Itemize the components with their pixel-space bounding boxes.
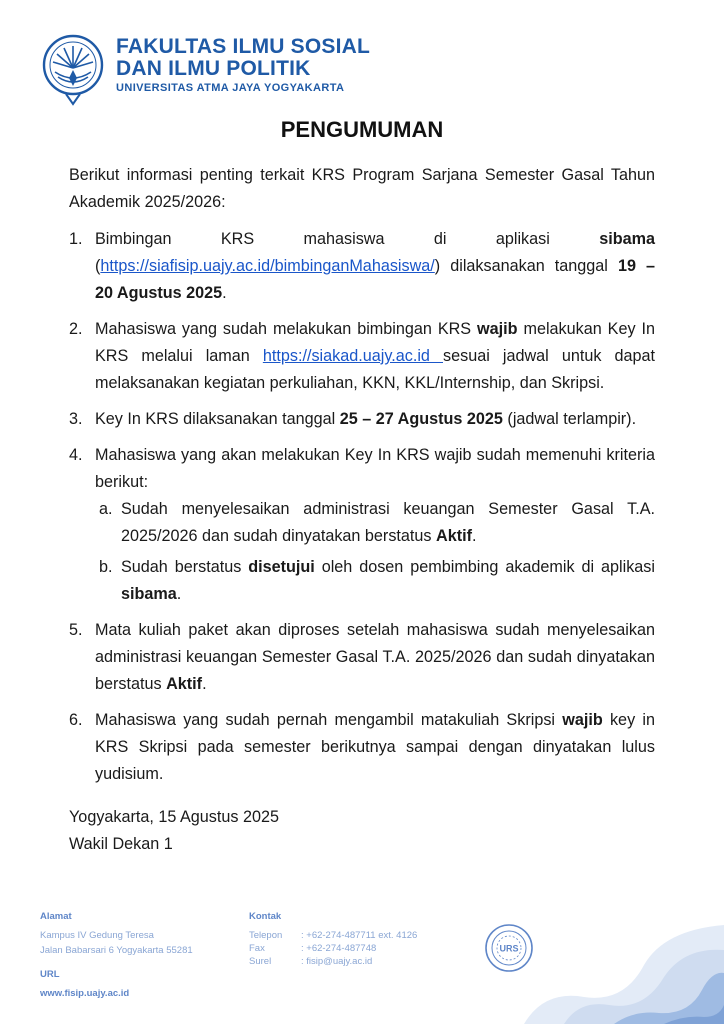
item-text: . [176,585,182,603]
emphasis-bold: wajib [477,320,518,338]
list-item-1 [69,226,655,307]
signature-block [69,804,655,858]
list-item-4 [69,442,655,608]
announcement-body [69,162,655,858]
list-item-6 [69,707,655,788]
list-number: 5. [69,621,83,639]
wave-decoration-icon [524,905,724,1024]
announcement-list [69,226,655,788]
item-text: . [202,675,207,693]
list-number: 1. [69,230,83,248]
page-title: PENGUMUMAN [280,117,444,142]
status-bold: disetujui [248,558,315,576]
faculty-line-2: DAN ILMU POLITIK [116,57,311,80]
footer [0,905,724,1024]
svg-text:URS: URS [499,943,519,954]
address-label: Alamat [40,911,72,922]
item-text: (jadwal terlampir). [502,410,637,428]
app-name-bold: sibama [599,230,655,248]
faculty-name [116,36,370,96]
signatory-role: Wakil Dekan 1 [69,835,173,853]
item-text: Mata kuliah paket akan diproses setelah mahasiswa sudah menyelesaikan administrasi keuangan Semester Gasal T.A. 2025/2026 dan sudah dinyatakan berstatus [95,621,655,693]
sub-number: b. [99,558,113,576]
place-date: Yogyakarta, 15 Agustus 2025 [69,808,280,826]
contact-key: Surel [249,956,272,967]
item-text: ) dilaksanakan tanggal [434,257,618,275]
siakad-link[interactable]: https://siakad.uajy.ac.id [262,347,443,365]
list-item-5 [69,617,655,698]
address-line-2: Jalan Babarsari 6 Yogyakarta 55281 [40,945,193,956]
emphasis-bold: wajib [562,711,603,729]
item-text: ( [95,257,101,275]
item-text: Sudah berstatus [121,558,249,576]
contact-row-email [249,955,417,968]
item-text: Mahasiswa yang akan melakukan Key In KRS wajib sudah memenuhi kriteria berikut: [95,446,655,491]
list-item-3 [69,406,655,433]
contact-value[interactable]: : fisip@uajy.ac.id [301,956,373,967]
item-text: Mahasiswa yang sudah melakukan bimbingan KRS [95,320,478,338]
contact-value: : +62-274-487748 [301,943,377,954]
date-bold: 19 – 20 Agustus 2025 [95,257,655,302]
intro-paragraph: Berikut informasi penting terkait KRS Program Sarjana Semester Gasal Tahun Akademik 2025/2026: [69,166,655,211]
item-text: Sudah menyelesaikan administrasi keuangan Semester Gasal T.A. 2025/2026 dan sudah dinyatakan berstatus [121,500,655,545]
contact-label: Kontak [249,911,282,922]
list-number: 6. [69,711,83,729]
university-name: UNIVERSITAS ATMA JAYA YOGYAKARTA [116,82,345,94]
criteria-item-a [95,496,655,550]
list-number: 4. [69,446,83,464]
contact-key: Telepon [249,930,283,941]
item-text: . [472,527,477,545]
contact-value: : +62-274-487711 ext. 4126 [301,930,418,941]
address-line-1: Kampus IV Gedung Teresa [40,930,154,941]
status-bold: Aktif [166,675,203,693]
contact-key: Fax [249,943,265,954]
date-bold: 25 – 27 Agustus 2025 [339,410,503,428]
website-link[interactable]: www.fisip.uajy.ac.id [40,988,130,999]
faculty-line-1: FAKULTAS ILMU SOSIAL [116,35,371,58]
criteria-list [95,496,655,608]
app-name-bold: sibama [121,585,177,603]
item-text: Bimbingan KRS mahasiswa di aplikasi [95,230,600,248]
sub-number: a. [99,500,113,518]
contact-row-phone [249,929,417,942]
criteria-item-b [95,554,655,608]
list-number: 3. [69,410,83,428]
item-text: Key In KRS dilaksanakan tanggal [95,410,340,428]
contact-row-fax [249,942,417,955]
status-bold: Aktif [436,527,472,545]
item-text: . [222,284,227,302]
list-number: 2. [69,320,83,338]
item-text: Mahasiswa yang sudah pernah mengambil matakuliah Skripsi [95,711,563,729]
url-label: URL [40,969,60,980]
item-text: oleh dosen pembimbing akademik di aplikasi [314,558,655,576]
list-item-2 [69,316,655,397]
item-text: key in KRS Skripsi pada semester berikutnya sampai dengan dinyatakan lulus yudisium. [95,711,655,783]
item-text: melakukan Key In KRS melalui laman [95,320,656,365]
item-text: sesuai jadwal untuk dapat melaksanakan kegiatan perkuliahan, KKN, KKL/Internship, dan Skripsi. [95,347,655,392]
bimbingan-link[interactable]: https://siafisip.uajy.ac.id/bimbinganMahasiswa/ [100,257,435,275]
contact-table [249,929,417,968]
uajy-seal-logo-icon [42,34,104,106]
